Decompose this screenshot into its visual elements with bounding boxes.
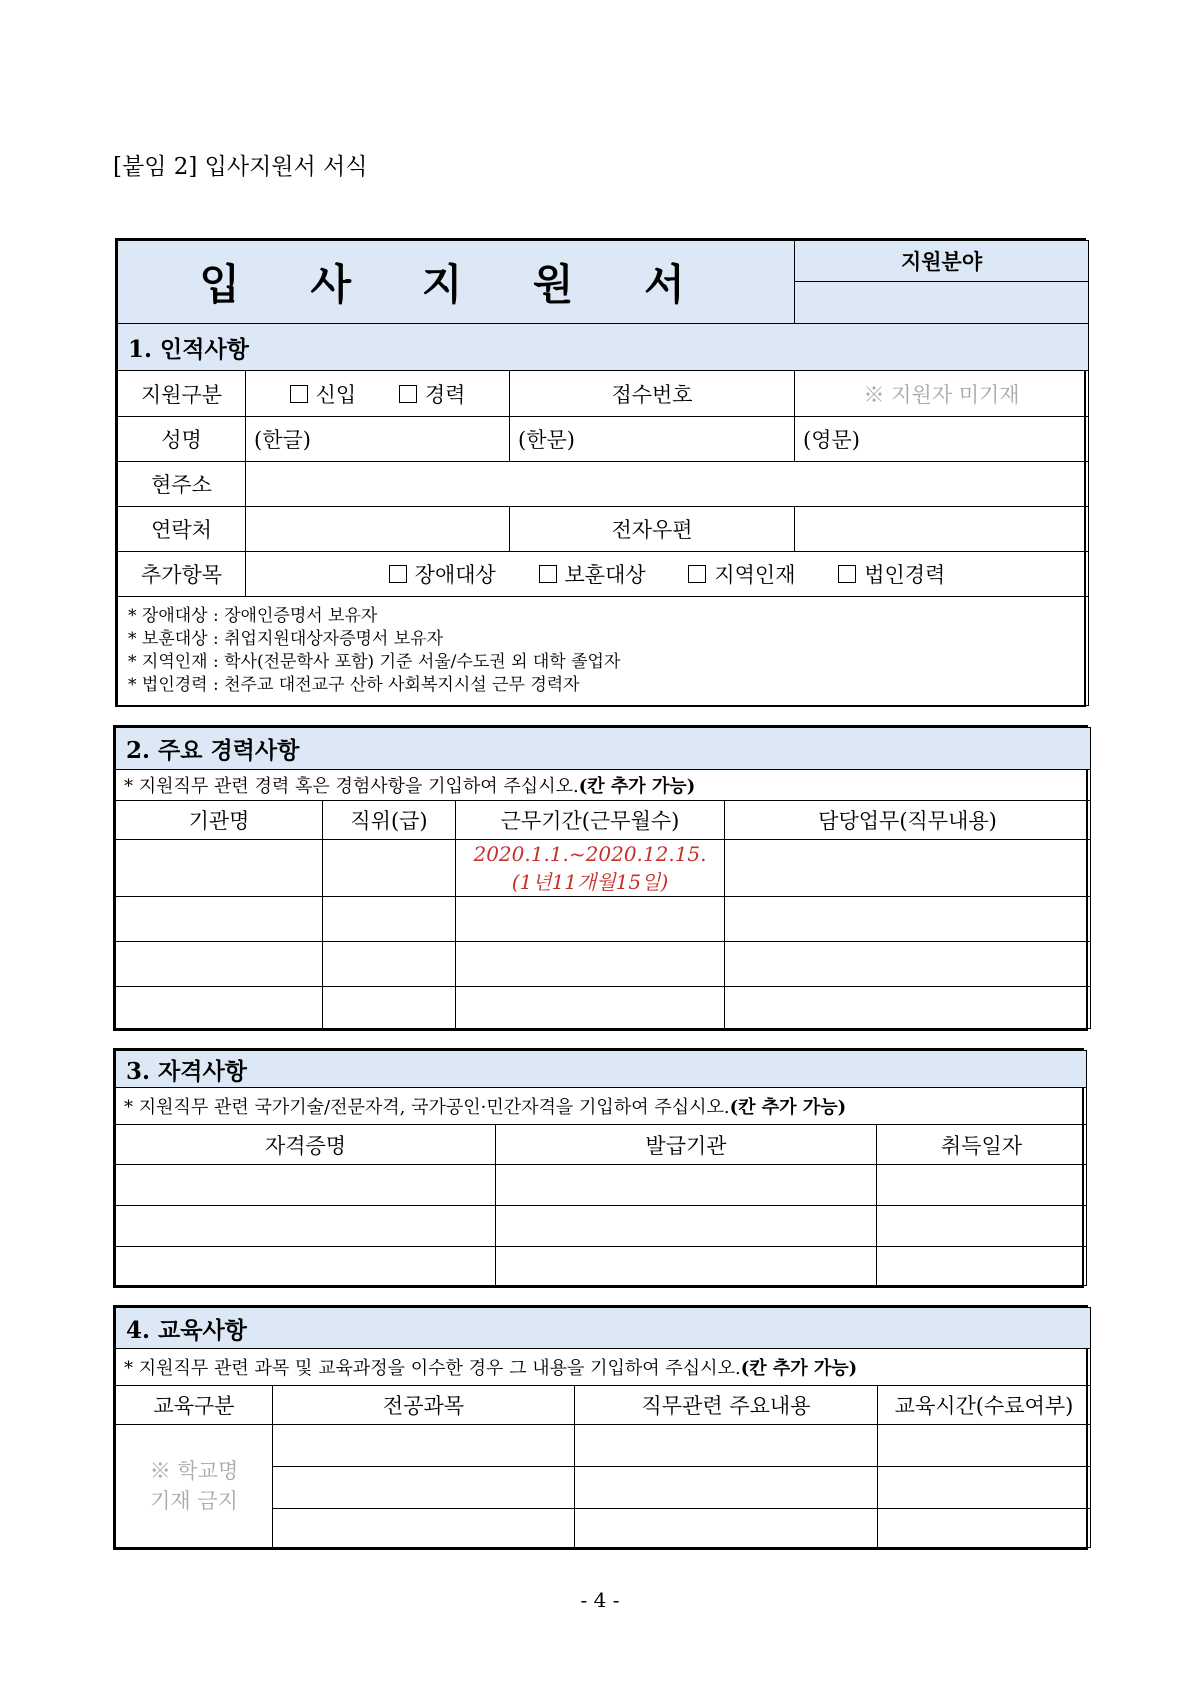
career-section bbox=[113, 725, 1088, 1031]
table-cell[interactable] bbox=[725, 897, 1091, 942]
address-field[interactable] bbox=[246, 462, 1089, 507]
table-cell[interactable] bbox=[878, 1509, 1091, 1548]
table-cell[interactable] bbox=[116, 897, 323, 942]
table-cell[interactable] bbox=[273, 1509, 575, 1548]
table-cell[interactable] bbox=[116, 1206, 496, 1247]
header-acquired-date: 취득일자 bbox=[877, 1125, 1087, 1165]
option-corporate-career[interactable]: 법인경력 bbox=[838, 563, 945, 587]
name-korean-field[interactable]: (한글) bbox=[246, 417, 510, 462]
page-number: - 4 - bbox=[580, 1588, 620, 1612]
header-job-content: 직무관련 주요내용 bbox=[575, 1386, 878, 1425]
address-label: 현주소 bbox=[118, 462, 246, 507]
section2-note: * 지원직무 관련 경력 혹은 경험사항을 기입하여 주십시오.(칸 추가 가능) bbox=[116, 770, 1091, 801]
field-input[interactable] bbox=[795, 282, 1089, 324]
contact-label: 연락처 bbox=[118, 507, 246, 552]
note-line: * 법인경력 : 천주교 대전교구 산하 사회복지시설 근무 경력자 bbox=[128, 675, 580, 695]
table-cell[interactable] bbox=[323, 987, 456, 1029]
form-title: 입 사 지 원 서 bbox=[118, 241, 795, 324]
name-label: 성명 bbox=[118, 417, 246, 462]
table-cell[interactable] bbox=[878, 1467, 1091, 1509]
table-cell[interactable] bbox=[456, 987, 725, 1029]
header-certificate: 자격증명 bbox=[116, 1125, 496, 1165]
section4-title: 4. 교육사항 bbox=[116, 1308, 1091, 1349]
section3-title: 3. 자격사항 bbox=[116, 1051, 1087, 1088]
option-disability[interactable]: 장애대상 bbox=[389, 563, 496, 587]
table-cell[interactable] bbox=[878, 1425, 1091, 1467]
qualification-section bbox=[113, 1048, 1084, 1288]
name-hanja-field[interactable]: (한문) bbox=[510, 417, 795, 462]
checkbox-icon[interactable] bbox=[290, 385, 308, 403]
extra-label: 추가항목 bbox=[118, 552, 246, 597]
table-cell[interactable] bbox=[877, 1247, 1087, 1286]
application-form-section1 bbox=[115, 238, 1086, 707]
apply-type-label: 지원구분 bbox=[118, 371, 246, 417]
option-experienced[interactable]: 경력 bbox=[399, 383, 466, 407]
table-cell[interactable] bbox=[323, 897, 456, 942]
option-new[interactable]: 신입 bbox=[290, 383, 357, 407]
example-period: 2020.1.1.~2020.12.15. bbox=[473, 842, 707, 866]
table-row bbox=[116, 942, 1091, 987]
table-row bbox=[116, 1247, 1087, 1286]
header-education-type: 교육구분 bbox=[116, 1386, 273, 1425]
table-row bbox=[116, 1425, 1091, 1467]
section3-note: * 지원직무 관련 국가기술/전문자격, 국가공인·민간자격을 기입하여 주십시오.(칸 추가 가능) bbox=[116, 1088, 1087, 1125]
email-label: 전자우편 bbox=[510, 507, 795, 552]
section1-notes bbox=[118, 597, 1089, 706]
table-cell[interactable] bbox=[575, 1509, 878, 1548]
table-cell[interactable] bbox=[456, 897, 725, 942]
extra-options bbox=[246, 552, 1089, 597]
table-cell[interactable] bbox=[877, 1165, 1087, 1206]
table-row bbox=[116, 1206, 1087, 1247]
note-line: * 지역인재 : 학사(전문학사 포함) 기준 서울/수도권 외 대학 졸업자 bbox=[128, 652, 621, 672]
education-section bbox=[113, 1305, 1088, 1550]
table-cell[interactable] bbox=[496, 1206, 877, 1247]
header-issuer: 발급기관 bbox=[496, 1125, 877, 1165]
table-cell[interactable] bbox=[116, 840, 323, 897]
header-duties: 담당업무(직무내용) bbox=[725, 801, 1091, 840]
table-cell[interactable] bbox=[116, 987, 323, 1029]
table-cell[interactable] bbox=[725, 942, 1091, 987]
header-education-hours: 교육시간(수료여부) bbox=[878, 1386, 1091, 1425]
field-label: 지원분야 bbox=[795, 241, 1089, 282]
table-cell[interactable] bbox=[323, 840, 456, 897]
header-position: 직위(급) bbox=[323, 801, 456, 840]
table-row bbox=[116, 1165, 1087, 1206]
table-cell[interactable] bbox=[273, 1467, 575, 1509]
receipt-note: ※ 지원자 미기재 bbox=[795, 371, 1089, 417]
table-cell[interactable] bbox=[575, 1467, 878, 1509]
note-line: * 장애대상 : 장애인증명서 보유자 bbox=[128, 606, 378, 626]
checkbox-icon[interactable] bbox=[838, 565, 856, 583]
header-period: 근무기간(근무월수) bbox=[456, 801, 725, 840]
table-cell[interactable] bbox=[116, 942, 323, 987]
table-cell[interactable] bbox=[877, 1206, 1087, 1247]
table-cell[interactable] bbox=[725, 840, 1091, 897]
section1-title: 1. 인적사항 bbox=[118, 324, 1089, 371]
option-veteran[interactable]: 보훈대상 bbox=[539, 563, 646, 587]
header-organization: 기관명 bbox=[116, 801, 323, 840]
table-cell[interactable] bbox=[496, 1247, 877, 1286]
table-row bbox=[116, 840, 1091, 897]
checkbox-icon[interactable] bbox=[389, 565, 407, 583]
checkbox-icon[interactable] bbox=[539, 565, 557, 583]
table-cell[interactable] bbox=[116, 1165, 496, 1206]
table-cell[interactable] bbox=[456, 942, 725, 987]
table-cell[interactable] bbox=[273, 1425, 575, 1467]
email-field[interactable] bbox=[795, 507, 1089, 552]
table-cell[interactable] bbox=[575, 1425, 878, 1467]
example-months: (1년11개월15일) bbox=[511, 870, 669, 894]
table-cell[interactable] bbox=[116, 1247, 496, 1286]
example-period-cell[interactable] bbox=[456, 840, 725, 897]
checkbox-icon[interactable] bbox=[399, 385, 417, 403]
table-row bbox=[116, 897, 1091, 942]
contact-field[interactable] bbox=[246, 507, 510, 552]
table-cell[interactable] bbox=[725, 987, 1091, 1029]
option-regional[interactable]: 지역인재 bbox=[688, 563, 795, 587]
receipt-label: 접수번호 bbox=[510, 371, 795, 417]
note-line: * 보훈대상 : 취업지원대상자증명서 보유자 bbox=[128, 629, 444, 649]
school-name-note: ※ 학교명 기재 금지 bbox=[116, 1425, 273, 1548]
header-major-subject: 전공과목 bbox=[273, 1386, 575, 1425]
section2-title: 2. 주요 경력사항 bbox=[116, 728, 1091, 770]
table-row bbox=[116, 987, 1091, 1029]
apply-type-options bbox=[246, 371, 510, 417]
name-english-field[interactable]: (영문) bbox=[795, 417, 1089, 462]
table-cell[interactable] bbox=[496, 1165, 877, 1206]
section4-note: * 지원직무 관련 과목 및 교육과정을 이수한 경우 그 내용을 기입하여 주십시오.(칸 추가 가능) bbox=[116, 1349, 1091, 1386]
checkbox-icon[interactable] bbox=[688, 565, 706, 583]
table-cell[interactable] bbox=[323, 942, 456, 987]
attachment-heading: [붙임 2] 입사지원서 서식 bbox=[113, 154, 368, 180]
